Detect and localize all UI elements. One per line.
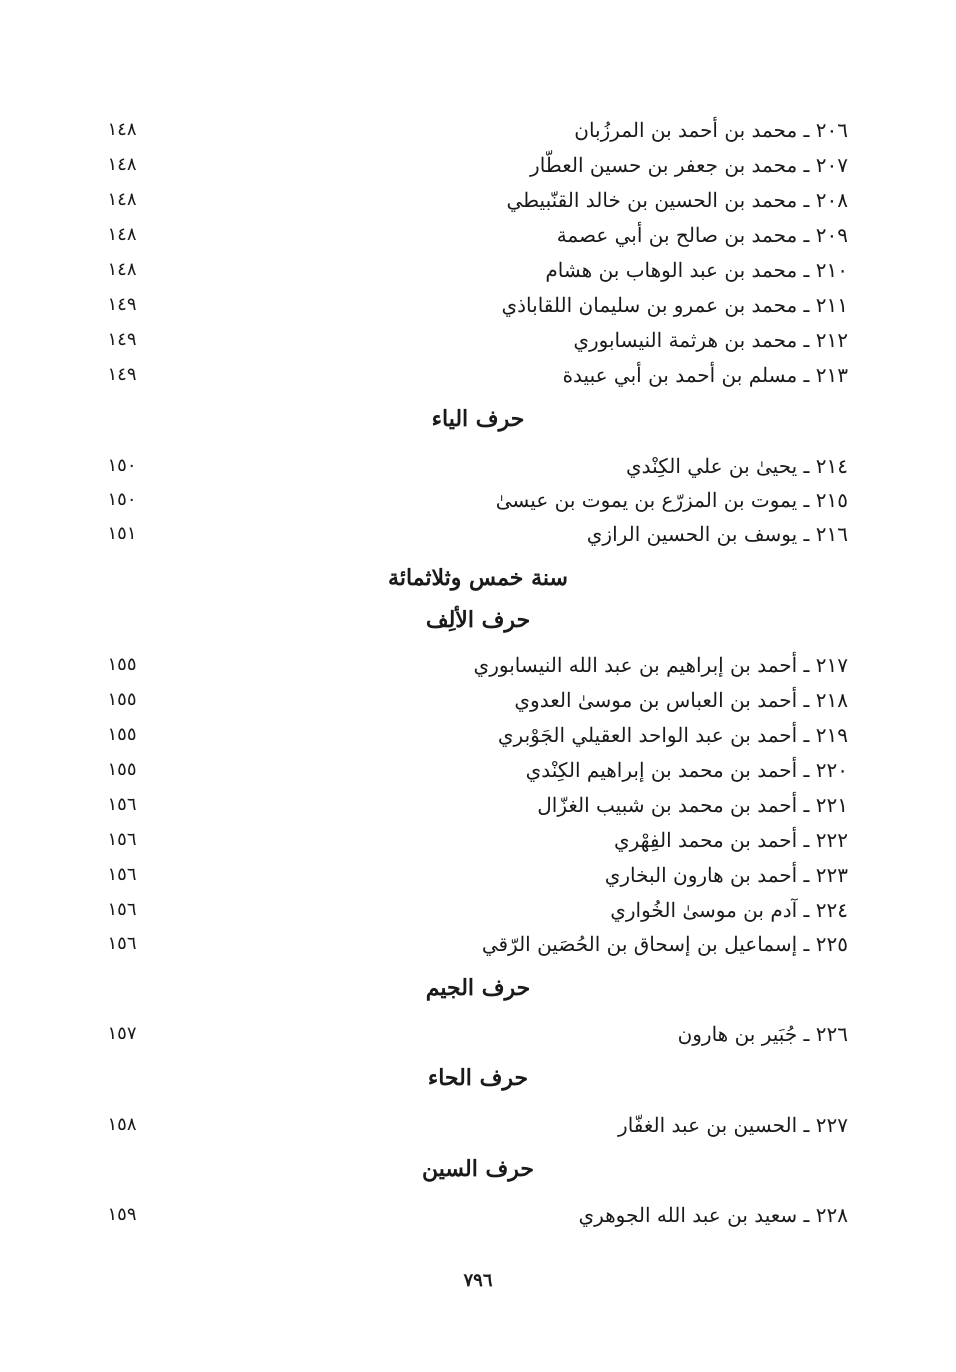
section-heading: حرف الياء bbox=[431, 406, 525, 432]
index-entry bbox=[100, 358, 848, 392]
entry-page-number: ١٥٦ bbox=[107, 899, 137, 920]
index-entry bbox=[100, 113, 848, 147]
index-entry bbox=[100, 927, 848, 961]
index-entry bbox=[100, 753, 848, 787]
index-entry bbox=[100, 1108, 848, 1142]
index-entry bbox=[100, 1017, 848, 1051]
section-heading: حرف الحاء bbox=[427, 1065, 529, 1091]
entry-name: ٢٠٩ ـ محمد بن صالح بن أبي عصمة bbox=[556, 223, 848, 247]
index-entry bbox=[100, 823, 848, 857]
entry-name: ٢٢٧ ـ الحسين بن عبد الغفّار bbox=[618, 1113, 848, 1137]
entry-name: ٢٠٧ ـ محمد بن جعفر بن حسين العطّار bbox=[530, 153, 848, 177]
section-heading: حرف السين bbox=[421, 1156, 535, 1182]
entry-name: ٢١٢ ـ محمد بن هرثمة النيسابوري bbox=[573, 328, 848, 352]
entry-name: ٢٢٠ ـ أحمد بن محمد بن إبراهيم الكِنْدي bbox=[525, 758, 848, 782]
index-entry bbox=[100, 648, 848, 682]
index-entry bbox=[100, 788, 848, 822]
entry-name: ٢٢٥ ـ إسماعيل بن إسحاق بن الحُصَين الرّقي bbox=[481, 932, 848, 956]
entry-page-number: ١٥٥ bbox=[107, 759, 137, 780]
entry-name: ٢١٧ ـ أحمد بن إبراهيم بن عبد الله النيسابوري bbox=[473, 653, 848, 677]
entry-page-number: ١٤٨ bbox=[107, 189, 137, 210]
index-entry bbox=[100, 1198, 848, 1232]
entry-name: ٢٠٦ ـ محمد بن أحمد بن المرزُبان bbox=[574, 118, 848, 142]
entry-page-number: ١٥٥ bbox=[107, 654, 137, 675]
index-entry bbox=[100, 253, 848, 287]
entry-page-number: ١٥٠ bbox=[107, 489, 137, 510]
index-entry bbox=[100, 483, 848, 517]
index-entry bbox=[100, 517, 848, 551]
entry-name: ٢١٣ ـ مسلم بن أحمد بن أبي عبيدة bbox=[562, 363, 848, 387]
entry-name: ٢١٨ ـ أحمد بن العباس بن موسىٰ العدوي bbox=[514, 688, 848, 712]
entry-name: ٢١٠ ـ محمد بن عبد الوهاب بن هشام bbox=[545, 258, 848, 282]
entry-name: ٢١٤ ـ يحيىٰ بن علي الكِنْدي bbox=[626, 454, 848, 478]
entry-name: ٢٢٨ ـ سعيد بن عبد الله الجوهري bbox=[578, 1203, 848, 1227]
entry-page-number: ١٤٨ bbox=[107, 119, 137, 140]
index-entry bbox=[100, 683, 848, 717]
entry-page-number: ١٥٦ bbox=[107, 829, 137, 850]
entry-page-number: ١٥٦ bbox=[107, 864, 137, 885]
section-heading: حرف الجيم bbox=[425, 975, 531, 1001]
entry-page-number: ١٥١ bbox=[107, 523, 137, 544]
entry-page-number: ١٤٩ bbox=[107, 329, 137, 350]
entry-name: ٢٢٣ ـ أحمد بن هارون البخاري bbox=[604, 863, 848, 887]
entry-page-number: ١٥٦ bbox=[107, 794, 137, 815]
entry-name: ٢١٦ ـ يوسف بن الحسين الرازي bbox=[586, 522, 848, 546]
entry-name: ٢١٩ ـ أحمد بن عبد الواحد العقيلي الجَوْبري bbox=[497, 723, 848, 747]
entry-name: ٢٠٨ ـ محمد بن الحسين بن خالد القنّبيطي bbox=[506, 188, 848, 212]
entry-name: ٢٢٦ ـ جُبَير بن هارون bbox=[677, 1022, 848, 1046]
index-entry bbox=[100, 858, 848, 892]
entry-name: ٢١٥ ـ يموت بن المزرّع بن يموت بن عيسىٰ bbox=[495, 488, 848, 512]
entry-page-number: ١٤٨ bbox=[107, 259, 137, 280]
entry-page-number: ١٥٦ bbox=[107, 933, 137, 954]
entry-page-number: ١٤٨ bbox=[107, 224, 137, 245]
entry-page-number: ١٥٨ bbox=[107, 1114, 137, 1135]
section-heading: حرف الألِف bbox=[425, 607, 531, 633]
index-entry bbox=[100, 718, 848, 752]
entry-name: ٢١١ ـ محمد بن عمرو بن سليمان اللقاباذي bbox=[501, 293, 848, 317]
year-heading: سنة خمس وثلاثمائة bbox=[388, 565, 568, 591]
index-entry bbox=[100, 183, 848, 217]
index-entry bbox=[100, 893, 848, 927]
entry-name: ٢٢٢ ـ أحمد بن محمد الفِهْري bbox=[613, 828, 848, 852]
index-entry bbox=[100, 449, 848, 483]
index-entry bbox=[100, 148, 848, 182]
entry-page-number: ١٥٩ bbox=[107, 1204, 137, 1225]
entry-page-number: ١٤٨ bbox=[107, 154, 137, 175]
entry-name: ٢٢٤ ـ آدم بن موسىٰ الخُواري bbox=[610, 898, 848, 922]
entry-name: ٢٢١ ـ أحمد بن محمد بن شبيب الغزّال bbox=[537, 793, 848, 817]
index-entry bbox=[100, 323, 848, 357]
entry-page-number: ١٤٩ bbox=[107, 364, 137, 385]
entry-page-number: ١٥٠ bbox=[107, 455, 137, 476]
entry-page-number: ١٥٧ bbox=[107, 1023, 137, 1044]
entry-page-number: ١٥٥ bbox=[107, 724, 137, 745]
index-entry bbox=[100, 288, 848, 322]
index-entry bbox=[100, 218, 848, 252]
entry-page-number: ١٤٩ bbox=[107, 294, 137, 315]
entry-page-number: ١٥٥ bbox=[107, 689, 137, 710]
page-number: ٧٩٦ bbox=[463, 1270, 493, 1291]
